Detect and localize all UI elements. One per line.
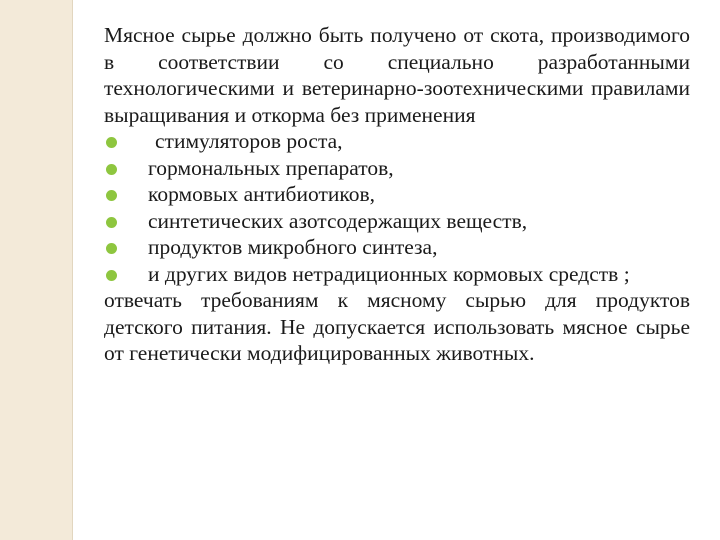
- side-decor-band: [0, 0, 72, 540]
- bullet-dot-icon: [106, 164, 117, 175]
- list-item-text: и других видов нетрадиционных кормовых средств ;: [148, 261, 630, 286]
- conclusion-paragraph: отвечать требованиям к мясному сырью для продуктов детского питания. Не допускается использовать мясное сырье от генетически модифицированных животных.: [104, 288, 690, 365]
- list-item: [104, 128, 690, 155]
- bullet-dot-icon: [106, 137, 117, 148]
- list-item: [104, 261, 690, 288]
- bullet-dot-icon: [106, 217, 117, 228]
- bullet-dot-icon: [106, 190, 117, 201]
- list-item-text: стимуляторов роста,: [155, 129, 343, 153]
- list-item: [104, 155, 690, 182]
- side-decor-line: [72, 0, 73, 540]
- bullet-dot-icon: [106, 270, 117, 281]
- bullet-list: [104, 128, 690, 287]
- bullet-dot-icon: [106, 243, 117, 254]
- list-item-text: синтетических азотсодержащих веществ,: [148, 208, 528, 233]
- list-item: [104, 181, 690, 208]
- list-item-text: кормовых антибиотиков,: [148, 182, 375, 206]
- intro-paragraph: Мясное сырье должно быть получено от скота, производимого в соответствии со специально разработанными технологическими и ветеринарно-зоотехническими правилами выращивания и откорма без применения: [104, 23, 690, 127]
- list-item: [104, 234, 690, 261]
- list-item: [104, 208, 690, 235]
- slide-body: [104, 22, 690, 367]
- list-item-text: продуктов микробного синтеза,: [148, 235, 438, 259]
- list-item-text: гормональных препаратов,: [148, 155, 394, 180]
